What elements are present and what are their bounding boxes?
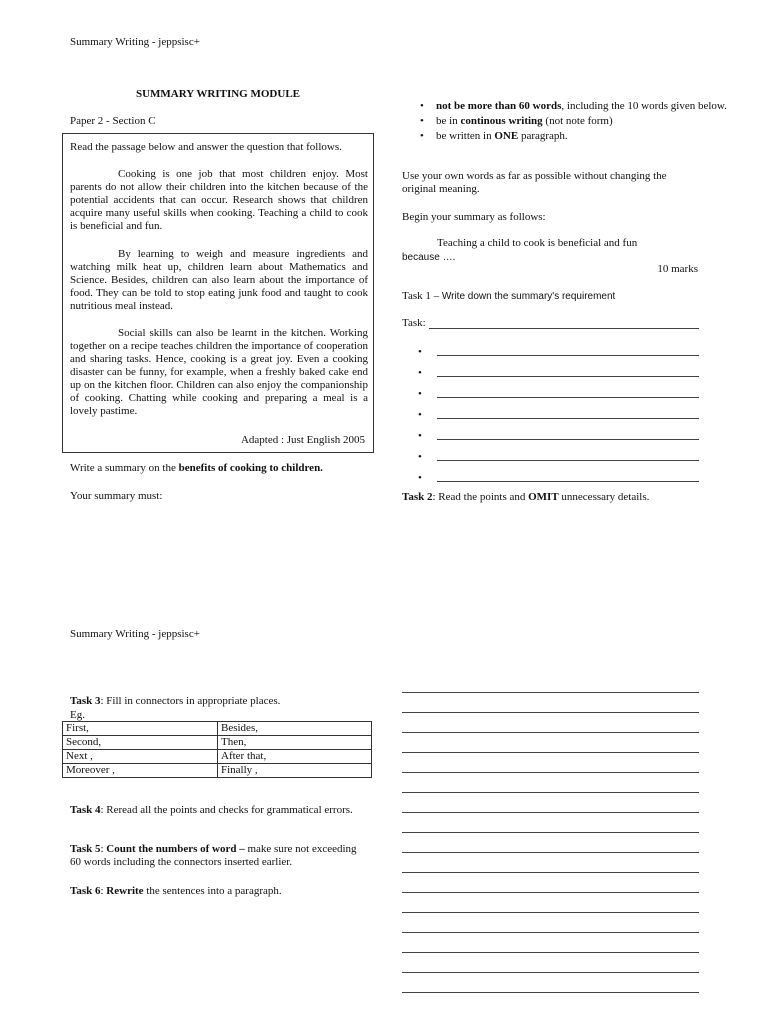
begin-text: Teaching a child to cook is beneficial and fun bbox=[437, 237, 638, 249]
question-text: Write a summary on the bbox=[70, 462, 179, 474]
page-header: Summary Writing - jeppsisc+ bbox=[70, 36, 200, 48]
writing-line[interactable] bbox=[402, 692, 699, 693]
passage-source: Adapted : Just English 2005 bbox=[240, 434, 365, 446]
question-focus: benefits of cooking to children. bbox=[178, 462, 323, 474]
page-header: Summary Writing - jeppsisc+ bbox=[70, 628, 200, 640]
task-label: Task: bbox=[402, 317, 426, 329]
writing-line[interactable] bbox=[402, 732, 699, 733]
task5-text: Task 5: Count the numbers of word – make sure not exceeding 60 words including the connectors inserted earlier. bbox=[70, 843, 357, 868]
task1-heading bbox=[402, 290, 615, 303]
begin-instruction: Begin your summary as follows: bbox=[402, 211, 546, 223]
writing-line[interactable] bbox=[402, 932, 699, 933]
table-cell: First, bbox=[63, 722, 218, 736]
answer-line[interactable] bbox=[437, 481, 699, 482]
table-row bbox=[63, 750, 372, 764]
task-answer-line[interactable] bbox=[429, 328, 699, 329]
requirements-list bbox=[402, 100, 736, 145]
writing-line[interactable] bbox=[402, 952, 699, 953]
bullet: • bbox=[418, 367, 422, 379]
marks: 10 marks bbox=[657, 263, 698, 275]
table-cell: Finally , bbox=[218, 764, 372, 778]
table-cell: Next , bbox=[63, 750, 218, 764]
passage-paragraph-3: Social skills can also be learnt in the kitchen. Working together on a recipe teaches children the importance of cooperation and sharing tasks. Hence, cooking is a great joy. Even a cooking disaster can be funny, for example, when a freshly baked cake end up on the kitchen floor. Children can also enjoy the companionship of cooking. Chatting while cooking and preparing a meal is a lovely pastime. bbox=[70, 327, 368, 417]
section-label: Paper 2 - Section C bbox=[70, 115, 156, 127]
answer-line[interactable] bbox=[437, 397, 699, 398]
task3-text: Task 3: Fill in connectors in appropriate places. bbox=[70, 695, 281, 707]
answer-line[interactable] bbox=[437, 355, 699, 356]
passage-instruction: Read the passage below and answer the question that follows. bbox=[70, 141, 342, 153]
example-label: Eg. bbox=[70, 709, 85, 721]
task4-text: Task 4: Reread all the points and checks for grammatical errors. bbox=[70, 804, 353, 816]
requirement-item: • not be more than 60 words, including the 10 words given below. bbox=[436, 100, 736, 113]
question bbox=[70, 462, 323, 475]
summary-must-label: Your summary must: bbox=[70, 490, 163, 502]
writing-line[interactable] bbox=[402, 752, 699, 753]
bullet: • bbox=[418, 388, 422, 400]
writing-line[interactable] bbox=[402, 972, 699, 973]
task1-text: Write down the summary's requirement bbox=[441, 291, 616, 302]
bullet: • bbox=[418, 472, 422, 484]
task2-text: Task 2: Read the points and OMIT unnecessary details. bbox=[402, 491, 650, 503]
writing-line[interactable] bbox=[402, 812, 699, 813]
connectors-table bbox=[62, 721, 372, 778]
table-row bbox=[63, 722, 372, 736]
writing-line[interactable] bbox=[402, 852, 699, 853]
answer-line[interactable] bbox=[437, 439, 699, 440]
writing-line[interactable] bbox=[402, 772, 699, 773]
writing-line[interactable] bbox=[402, 792, 699, 793]
requirement-item: • be in continous writing (not note form) bbox=[436, 115, 736, 128]
passage-paragraph-1: Cooking is one job that most children enjoy. Most parents do not allow their children into the kitchen because of the potential accidents that can occur. Research shows that children acquire many useful skills when cooking. Teaching a child to cook is beneficial and fun. bbox=[70, 168, 368, 232]
requirement-item: • be written in ONE paragraph. bbox=[436, 130, 736, 143]
table-cell: Moreover , bbox=[63, 764, 218, 778]
table-cell: After that, bbox=[218, 750, 372, 764]
writing-line[interactable] bbox=[402, 712, 699, 713]
bullet: • bbox=[418, 346, 422, 358]
table-row bbox=[63, 764, 372, 778]
table-cell: Second, bbox=[63, 736, 218, 750]
bullet: • bbox=[418, 451, 422, 463]
answer-line[interactable] bbox=[437, 376, 699, 377]
bullet: • bbox=[418, 430, 422, 442]
begin-because: because …. bbox=[402, 252, 456, 263]
own-words-note: Use your own words as far as possible without changing the original meaning. bbox=[402, 170, 667, 195]
answer-line[interactable] bbox=[437, 418, 699, 419]
writing-line[interactable] bbox=[402, 892, 699, 893]
bullet: • bbox=[418, 409, 422, 421]
writing-line[interactable] bbox=[402, 912, 699, 913]
page-title: SUMMARY WRITING MODULE bbox=[135, 88, 300, 100]
table-cell: Then, bbox=[218, 736, 372, 750]
task1-label: Task 1 – bbox=[402, 290, 442, 302]
writing-line[interactable] bbox=[402, 872, 699, 873]
table-row bbox=[63, 736, 372, 750]
writing-line[interactable] bbox=[402, 992, 699, 993]
passage-paragraph-2: By learning to weigh and measure ingredients and watching milk heat up, children learn about Mathematics and Science. Besides, children can also learn about the importance of food. They can be told to stop eating junk food and taught to cook nutritious meal instead. bbox=[70, 248, 368, 312]
task6-text: Task 6: Rewrite the sentences into a paragraph. bbox=[70, 885, 282, 897]
answer-line[interactable] bbox=[437, 460, 699, 461]
table-cell: Besides, bbox=[218, 722, 372, 736]
writing-line[interactable] bbox=[402, 832, 699, 833]
passage-box bbox=[62, 133, 374, 453]
